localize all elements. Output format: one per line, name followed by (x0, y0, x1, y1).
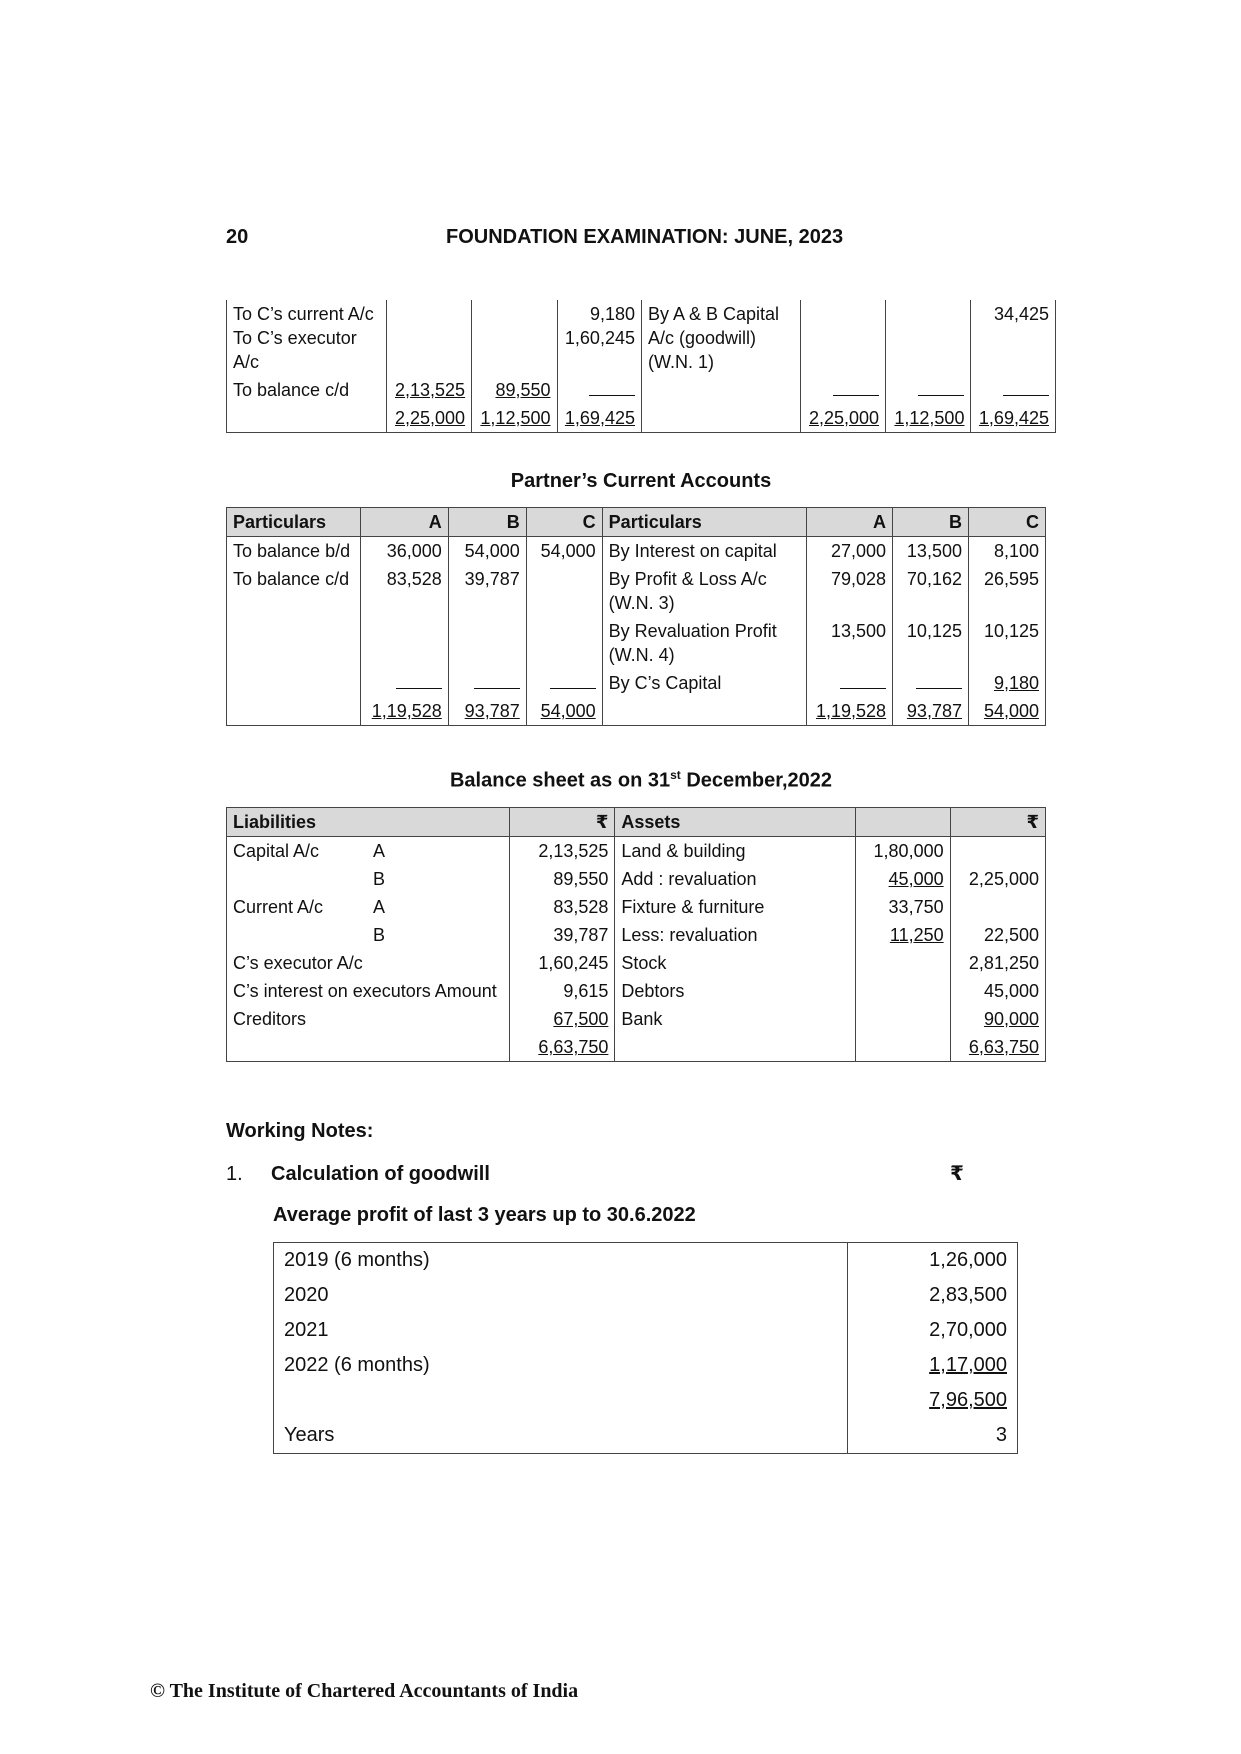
page-number: 20 (226, 226, 249, 248)
note-subtitle: Average profit of last 3 years up to 30.6.2022 (273, 1204, 696, 1226)
totals-row: 2,25,000 1,12,500 1,69,425 2,25,000 1,12,500 1,69,425 (227, 404, 1056, 433)
table-row: Creditors 67,500 Bank 90,000 (227, 1005, 1046, 1033)
totals-row: 1,19,528 93,787 54,000 1,19,528 93,787 54,000 (227, 697, 1046, 726)
table-row: B 89,550 Add : revaluation 45,000 2,25,000 (227, 865, 1046, 893)
table-row (227, 300, 1056, 376)
amount-cell: 89,550 (495, 380, 551, 400)
table-row: B 39,787 Less: revaluation 11,250 22,500 (227, 921, 1046, 949)
amount-cell: 9,180 1,60,245 (557, 300, 641, 376)
table-row: 2021 2,70,000 (274, 1313, 1018, 1348)
note-number: 1. (226, 1163, 243, 1185)
header-row: Liabilities ₹ Assets ₹ (227, 808, 1046, 837)
amount-cell: 34,425 (971, 300, 1056, 376)
balance-sheet-table (226, 807, 1046, 1062)
working-notes-heading: Working Notes: (226, 1120, 374, 1142)
table-row: Years 3 (274, 1418, 1018, 1454)
rupee-symbol: ₹ (950, 1163, 964, 1185)
table-row: Current A/c A 83,528 Fixture & furniture 33,750 (227, 893, 1046, 921)
section-title: Partner’s Current Accounts (510, 470, 772, 492)
table-row: To balance b/d 36,000 54,000 54,000 By Interest on capital 27,000 13,500 8,100 (227, 537, 1046, 566)
table-row: 2022 (6 months) 1,17,000 (274, 1348, 1018, 1383)
table-row: 7,96,500 (274, 1383, 1018, 1418)
table-row: By Revaluation Profit (W.N. 4) 13,500 10,125 10,125 (227, 617, 1046, 669)
totals-row: 6,63,750 6,63,750 (227, 1033, 1046, 1062)
amount-cell: 2,13,525 (395, 380, 466, 400)
table-row: C’s executor A/c 1,60,245 Stock 2,81,250 (227, 949, 1046, 977)
table-row: By C’s Capital 9,180 (227, 669, 1046, 697)
capital-account-continuation (226, 300, 1056, 433)
table-row: C’s interest on executors Amount 9,615 Debtors 45,000 (227, 977, 1046, 1005)
section-title: Balance sheet as on 31st December,2022 (449, 768, 832, 792)
footer-copyright: © The Institute of Chartered Accountants of India (150, 1680, 579, 1702)
page-title: FOUNDATION EXAMINATION: JUNE, 2023 (446, 226, 844, 248)
table-row: To balance c/d 83,528 39,787 By Profit & Loss A/c (W.N. 3) 79,028 70,162 26,595 (227, 565, 1046, 617)
particulars-cell: To C’s current A/c To C’s executor A/c (227, 300, 387, 376)
particulars-cell: By A & B Capital A/c (goodwill) (W.N. 1) (641, 300, 800, 376)
current-accounts-table (226, 507, 1046, 726)
table-row: Capital A/c A 2,13,525 Land & building 1,80,000 (227, 837, 1046, 866)
table-row: 2019 (6 months) 1,26,000 (274, 1243, 1018, 1279)
table-row: 2020 2,83,500 (274, 1278, 1018, 1313)
header-row: Particulars A B C Particulars A B C (227, 508, 1046, 537)
note-title: Calculation of goodwill (271, 1163, 490, 1185)
goodwill-table (273, 1242, 1018, 1454)
table-row: To balance c/d 2,13,525 89,550 (227, 376, 1056, 404)
